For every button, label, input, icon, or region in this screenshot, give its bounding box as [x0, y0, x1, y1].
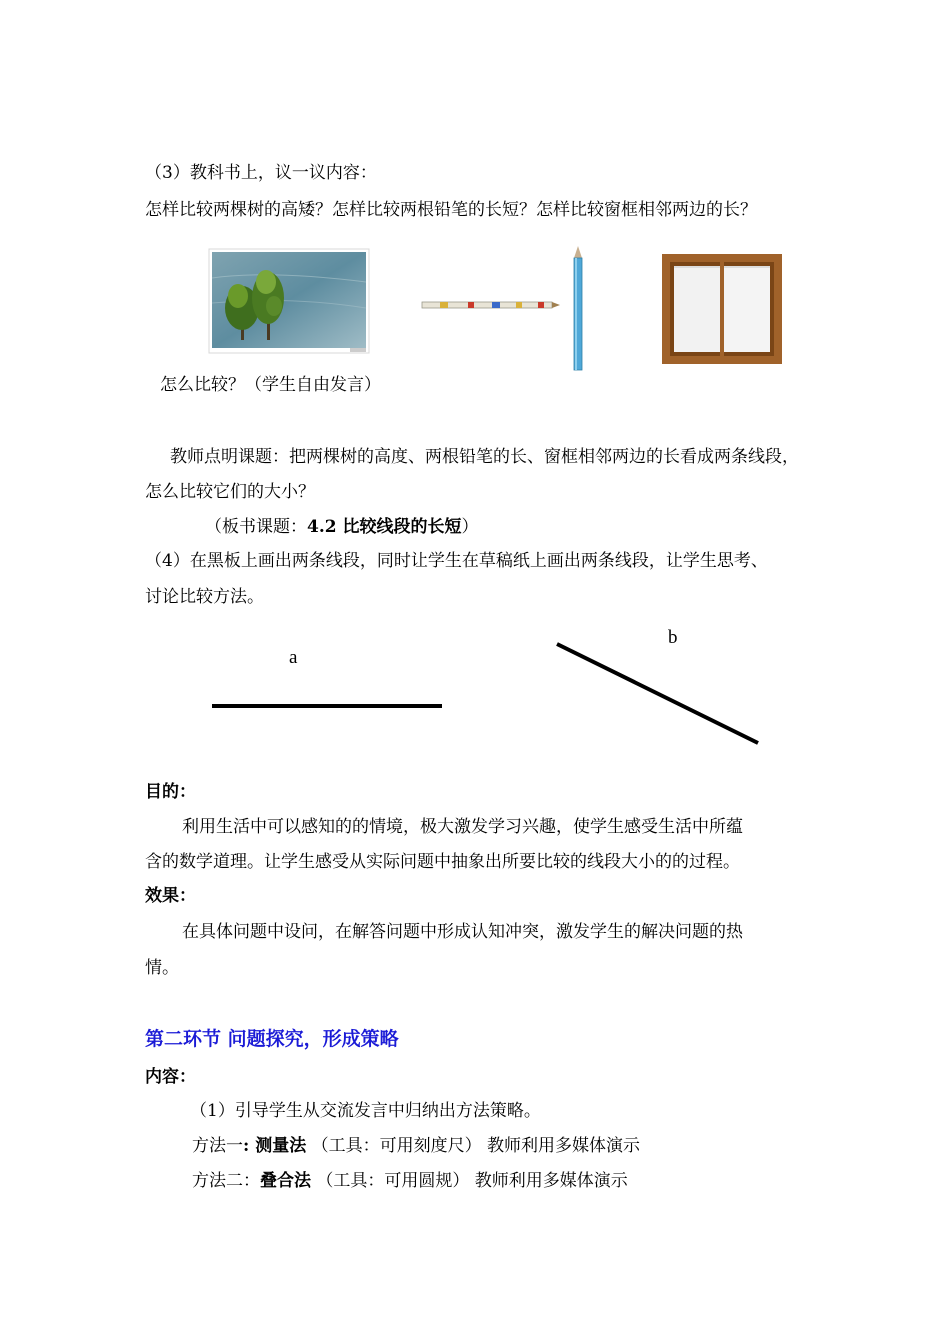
method2-name: 叠合法	[260, 1171, 311, 1191]
purpose-label: 目的：	[145, 782, 196, 802]
method2-rest: （工具：可用圆规） 教师利用多媒体演示	[311, 1171, 628, 1191]
segment-b-line	[557, 644, 758, 743]
part2-item1: （1）引导学生从交流发言中归纳出方法策略。	[190, 1101, 541, 1121]
method2-prefix: 方法二：	[192, 1171, 260, 1191]
board-suffix: ）	[461, 517, 479, 537]
effect-line2: 情。	[145, 958, 179, 978]
purpose-line1: 利用生活中可以感知的的情境，极大激发学习兴趣，使学生感受生活中所蕴	[182, 817, 743, 837]
segment-b-label: b	[668, 627, 678, 648]
effect-label: 效果：	[145, 886, 196, 906]
effect-line1: 在具体问题中设问，在解答问题中形成认知冲突，激发学生的解决问题的热	[182, 922, 743, 942]
segment-a-label: a	[289, 647, 298, 668]
section3-question: 怎样比较两棵树的高矮？怎样比较两根铅笔的长短？怎样比较窗框相邻两边的长？	[145, 200, 757, 220]
section4-line1: （4）在黑板上画出两条线段，同时让学生在草稿纸上画出两条线段，让学生思考、	[145, 551, 768, 571]
section3-prompt: 怎么比较？（学生自由发言）	[160, 375, 381, 395]
section4-line2: 讨论比较方法。	[145, 587, 264, 607]
purpose-line2: 含的数学道理。让学生感受从实际问题中抽象出所要比较的线段大小的的过程。	[145, 852, 740, 872]
method1-name: : 测量法	[243, 1136, 307, 1156]
method1-rest: （工具：可用刻度尺） 教师利用多媒体演示	[306, 1136, 641, 1156]
part2-heading: 第二环节 问题探究，形成策略	[145, 1028, 399, 1050]
method1-prefix: 方法一	[192, 1136, 243, 1156]
board-title: 4.2 比较线段的长短	[307, 517, 462, 537]
teacher-line2: 怎么比较它们的大小？	[145, 482, 315, 502]
method1-line	[192, 1135, 640, 1157]
teacher-line1: 教师点明课题：把两棵树的高度、两根铅笔的长、窗框相邻两边的长看成两条线段，	[170, 447, 799, 467]
content-label: 内容：	[145, 1067, 196, 1087]
board-prefix: （板书课题：	[205, 517, 307, 537]
method2-line	[192, 1170, 628, 1192]
section3-intro: （3）教科书上，议一议内容：	[145, 163, 377, 183]
